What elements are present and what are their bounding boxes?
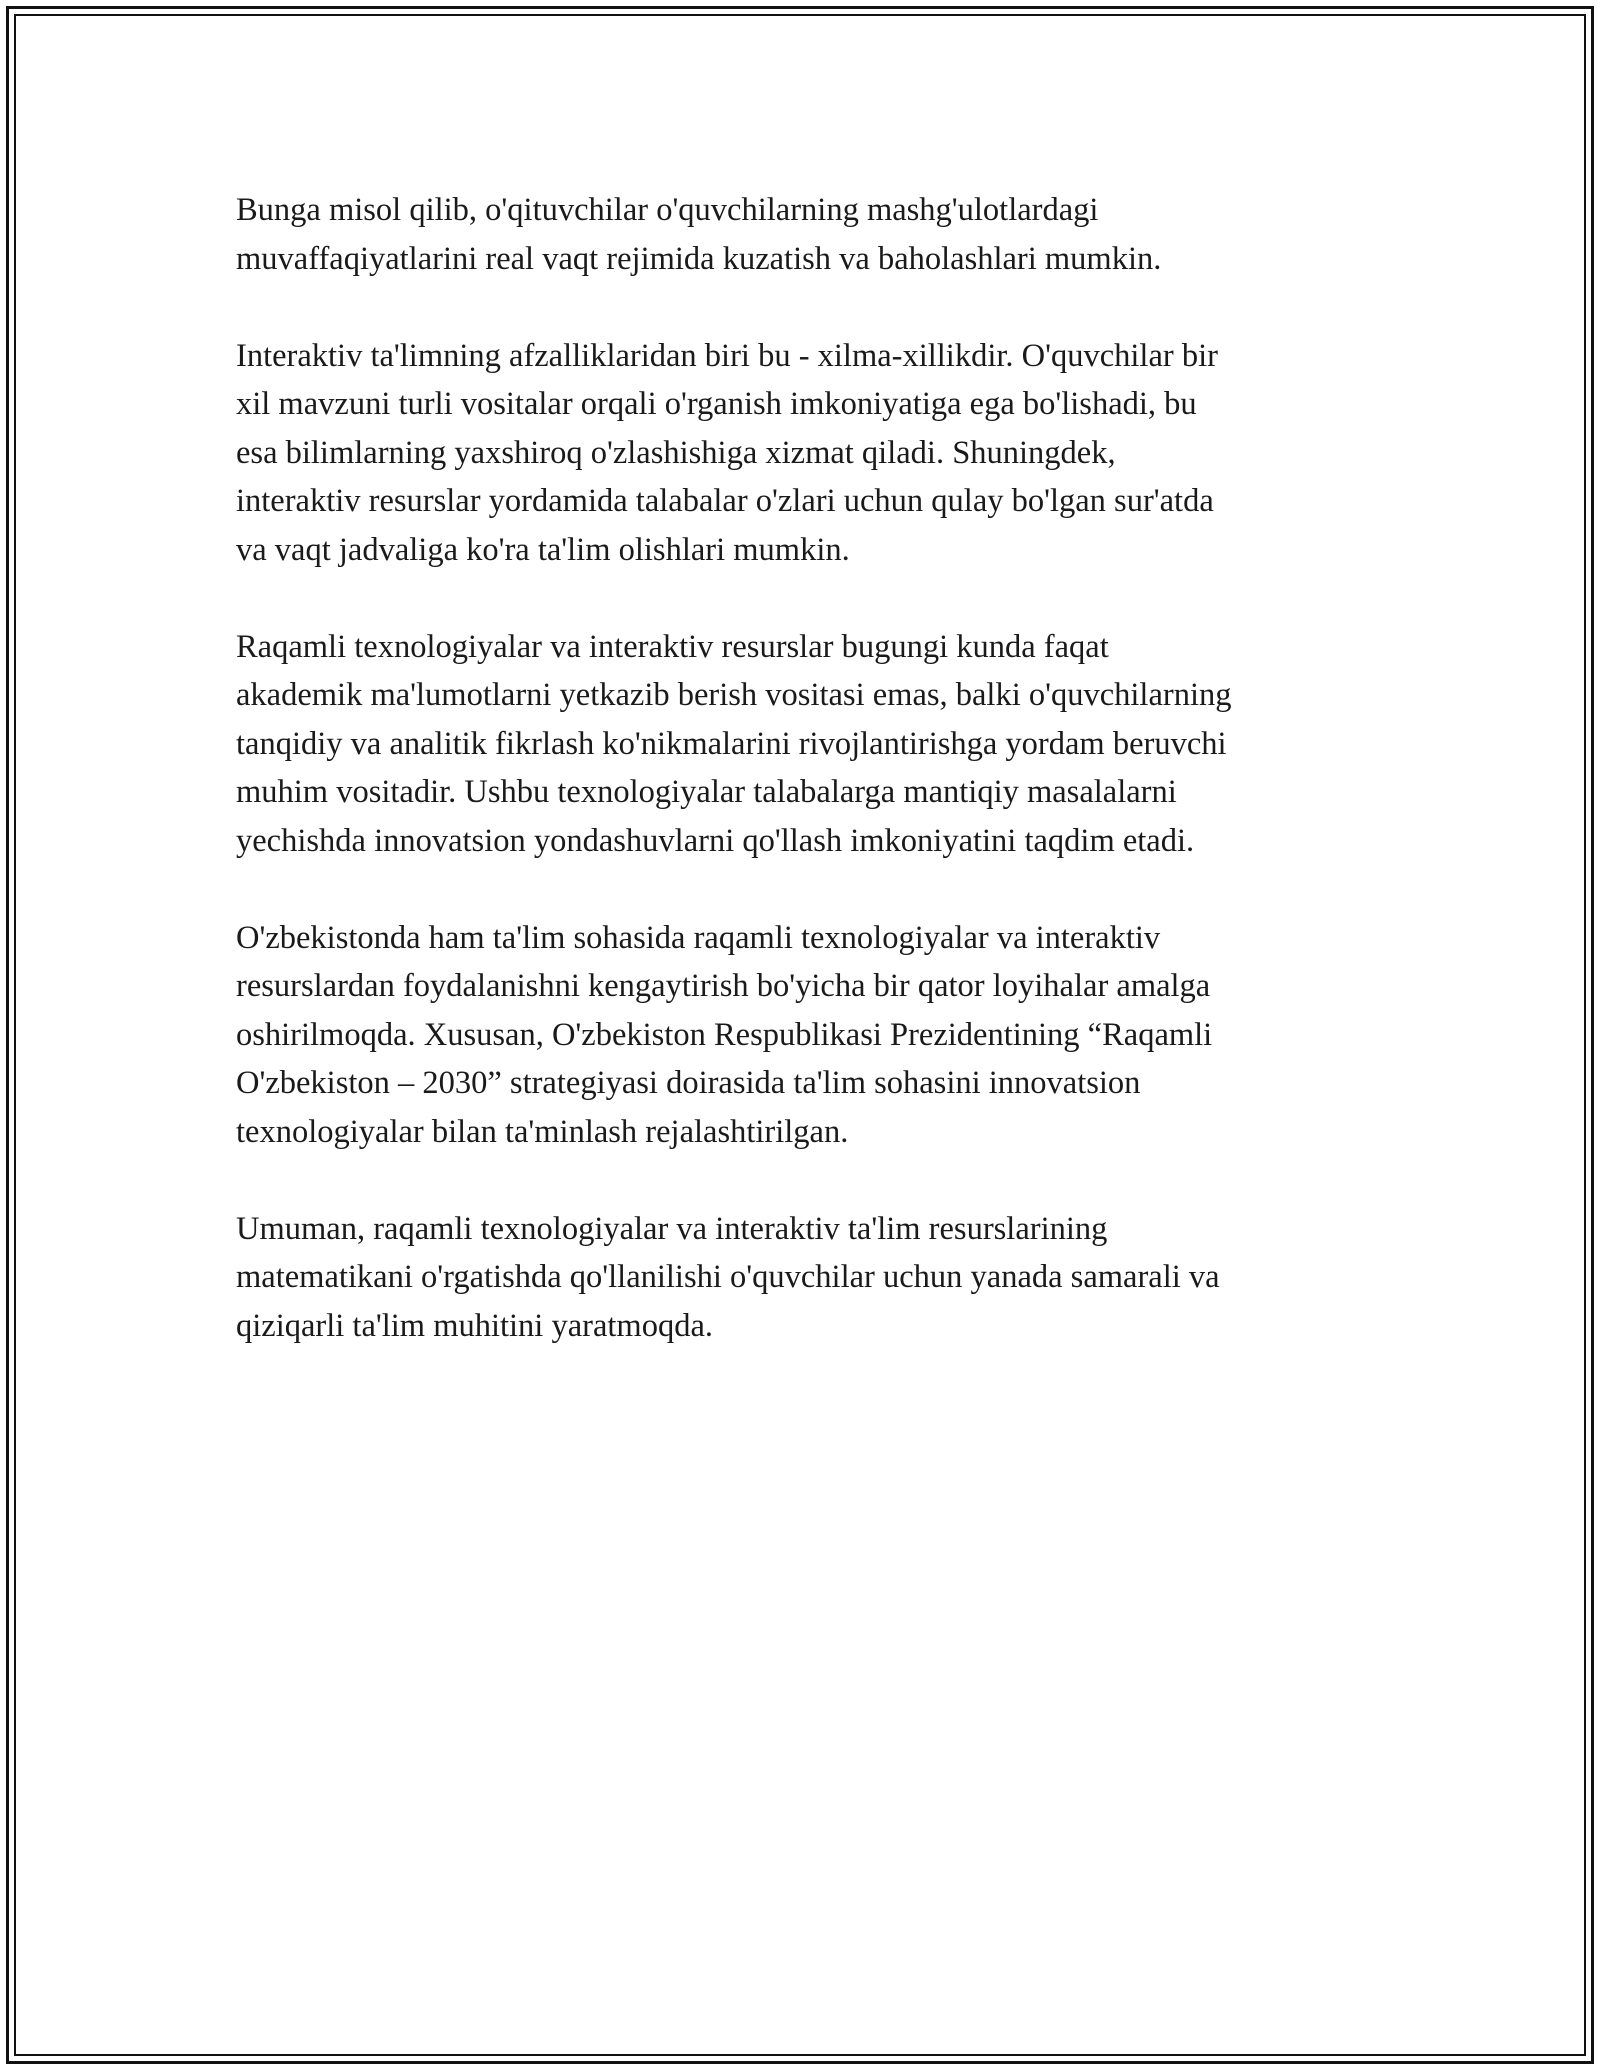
text-line: qiziqarli ta'lim muhitini yaratmoqda. (236, 1307, 713, 1344)
document-body (236, 186, 1366, 1399)
text-line: Umuman, raqamli texnologiyalar va interaktiv ta'lim resurslarining (236, 1210, 1108, 1247)
text-line: texnologiyalar bilan ta'minlash rejalashtirilgan. (236, 1113, 849, 1150)
text-line: oshirilmoqda. Xususan, O'zbekiston Respublikasi Prezidentining “Raqamli (236, 1016, 1213, 1053)
text-line: muhim vositadir. Ushbu texnologiyalar talabalarga mantiqiy masalalarni (236, 774, 1177, 810)
text-line: muvaffaqiyatlarini real vaqt rejimida kuzatish va baholashlari mumkin. (236, 240, 1162, 277)
text-line: esa bilimlarning yaxshiroq o'zlashishiga xizmat qiladi. Shuningdek, (236, 434, 1116, 471)
text-line: xil mavzuni turli vositalar orqali o'rganish imkoniyatiga ega bo'lishadi, bu (236, 386, 1197, 422)
text-line: interaktiv resurslar yordamida talabalar o'zlari uchun qulay bo'lgan sur'atda (236, 483, 1214, 519)
paragraph-3 (236, 623, 1366, 866)
text-line: tanqidiy va analitik fikrlash ko'nikmalarini rivojlantirishga yordam beruvchi (236, 725, 1227, 762)
text-line: Interaktiv ta'limning afzalliklaridan biri bu - xilma-xillikdir. O'quvchilar bir (236, 337, 1218, 374)
text-line: O'zbekistonda ham ta'lim sohasida raqamli texnologiyalar va interaktiv (236, 919, 1161, 956)
text-line: akademik ma'lumotlarni yetkazib berish vositasi emas, balki o'quvchilarning (236, 677, 1232, 713)
text-line: O'zbekiston – 2030” strategiyasi doirasida ta'lim sohasini innovatsion (236, 1065, 1141, 1101)
text-line: Bunga misol qilib, o'qituvchilar o'quvchilarning mashg'ulotlardagi (236, 192, 1099, 228)
text-line: va vaqt jadvaliga ko'ra ta'lim olishlari mumkin. (236, 531, 850, 568)
text-line: Raqamli texnologiyalar va interaktiv resurslar bugungi kunda faqat (236, 628, 1109, 665)
text-line: yechishda innovatsion yondashuvlarni qo'llash imkoniyatini taqdim etadi. (236, 822, 1195, 859)
paragraph-2 (236, 332, 1366, 575)
text-line: matematikani o'rgatishda qo'llanilishi o'quvchilar uchun yanada samarali va (236, 1259, 1220, 1295)
text-line: resurslardan foydalanishni kengaytirish bo'yicha bir qator loyihalar amalga (236, 968, 1211, 1004)
paragraph-5 (236, 1205, 1366, 1351)
paragraph-1 (236, 186, 1366, 283)
paragraph-4 (236, 914, 1366, 1157)
